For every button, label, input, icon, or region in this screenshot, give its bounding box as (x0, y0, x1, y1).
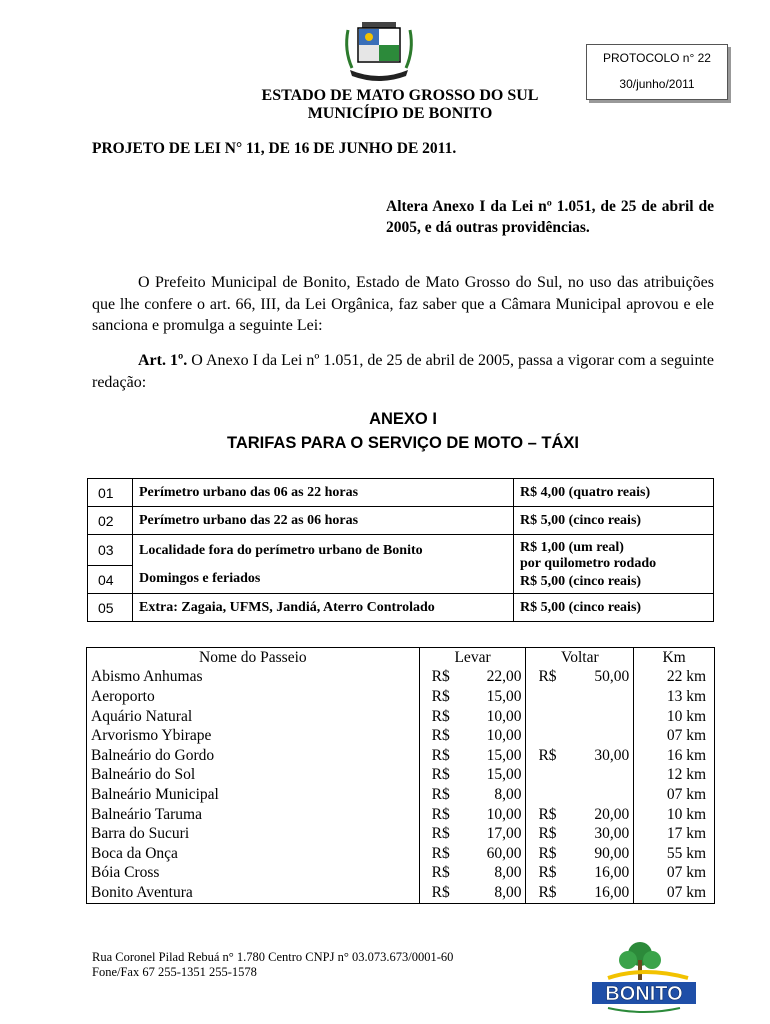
currency-symbol: R$ (431, 864, 450, 882)
tour-levar-price: 10,00 (486, 707, 522, 725)
tour-voltar-price: 90,00 (594, 844, 630, 862)
tour-name: Balneário do Gordo (87, 746, 420, 766)
currency-symbol: R$ (538, 883, 557, 901)
tour-voltar-cell (526, 726, 634, 746)
table-row (88, 479, 714, 507)
tour-name: Barra do Sucuri (87, 824, 420, 844)
ementa: Altera Anexo I da Lei nº 1.051, de 25 de abril de 2005, e dá outras providências. (386, 198, 714, 236)
protocol-number: PROTOCOLO n° 22 (603, 51, 711, 65)
table-row (87, 707, 715, 727)
col-header-voltar: Voltar (526, 648, 634, 668)
currency-symbol: R$ (431, 805, 450, 823)
tour-levar-cell (419, 824, 526, 844)
tour-voltar-price: 16,00 (594, 883, 630, 901)
tour-voltar-cell (526, 785, 634, 805)
tour-km: 16 km (666, 746, 706, 764)
tour-levar-cell (419, 883, 526, 903)
tariff-price: R$ 1,00 (um real) (520, 539, 624, 555)
tour-voltar-cell (526, 864, 634, 884)
tour-km: 17 km (666, 825, 706, 843)
currency-symbol: R$ (431, 825, 450, 843)
table-row (87, 844, 715, 864)
tour-km: 10 km (666, 707, 706, 725)
table-row (88, 535, 714, 594)
municipality-heading: MUNICÍPIO DE BONITO (307, 105, 493, 122)
tour-voltar-cell (526, 746, 634, 766)
tour-levar-price: 8,00 (494, 864, 522, 882)
currency-symbol: R$ (431, 746, 450, 764)
tour-levar-price: 10,00 (486, 805, 522, 823)
table-row (87, 766, 715, 786)
tour-km: 12 km (666, 766, 706, 784)
tariff-number: 04 (98, 571, 114, 588)
currency-symbol: R$ (431, 687, 450, 705)
table-row (88, 594, 714, 622)
table-header-row (87, 648, 715, 668)
tariff-description: Domingos e feriados (139, 571, 261, 586)
currency-symbol: R$ (538, 844, 557, 862)
tour-levar-cell (419, 687, 526, 707)
currency-symbol: R$ (431, 766, 450, 784)
table-row (87, 785, 715, 805)
tour-km-cell (634, 726, 715, 746)
project-title: PROJETO DE LEI N° 11, DE 16 DE JUNHO DE 2011. (92, 140, 457, 157)
tour-levar-cell (419, 766, 526, 786)
tariff-table (87, 478, 714, 622)
tour-km: 07 km (666, 727, 706, 745)
tour-voltar-price: 20,00 (594, 805, 630, 823)
col-header-levar: Levar (419, 648, 526, 668)
currency-symbol: R$ (538, 746, 557, 764)
tour-km-cell (634, 766, 715, 786)
tour-name: Balneário do Sol (87, 766, 420, 786)
annex-subtitle: TARIFAS PARA O SERVIÇO DE MOTO – TÁXI (226, 434, 580, 452)
col-header-name: Nome do Passeio (87, 648, 420, 668)
tours-table (86, 647, 715, 904)
currency-symbol: R$ (538, 668, 557, 686)
footer-phone-line: Fone/Fax 67 255-1351 255-1578 (92, 965, 257, 979)
tour-name: Balneário Municipal (87, 785, 420, 805)
tour-levar-price: 10,00 (486, 727, 522, 745)
tariff-number: 01 (88, 479, 133, 507)
tour-levar-cell (419, 864, 526, 884)
table-row (88, 507, 714, 535)
tour-name: Balneário Taruma (87, 805, 420, 825)
currency-symbol: R$ (431, 727, 450, 745)
tour-name: Aquário Natural (87, 707, 420, 727)
tour-km-cell (634, 844, 715, 864)
tariff-number: 03 (88, 535, 132, 566)
state-heading: ESTADO DE MATO GROSSO DO SUL (261, 87, 539, 104)
coat-of-arms-icon (340, 20, 418, 82)
table-row (87, 824, 715, 844)
logo-text: BONITO (605, 983, 683, 1005)
article-1-paragraph (92, 350, 714, 393)
table-row (87, 746, 715, 766)
tour-voltar-cell (526, 668, 634, 688)
tour-name: Bonito Aventura (87, 883, 420, 903)
tour-km-cell (634, 687, 715, 707)
annex-title: ANEXO I (369, 410, 437, 428)
bonito-logo-icon (588, 938, 700, 1016)
tariff-description-group (133, 535, 514, 594)
protocol-date: 30/junho/2011 (619, 77, 695, 91)
currency-symbol: R$ (431, 707, 450, 725)
tour-levar-cell (419, 785, 526, 805)
table-row (87, 883, 715, 903)
tour-levar-price: 60,00 (486, 844, 522, 862)
tour-km-cell (634, 668, 715, 688)
tour-levar-cell (419, 844, 526, 864)
tour-levar-cell (419, 726, 526, 746)
tariff-price: R$ 4,00 (quatro reais) (514, 479, 714, 507)
tariff-number: 05 (88, 594, 133, 622)
tour-voltar-cell (526, 824, 634, 844)
tour-km-cell (634, 824, 715, 844)
preamble-paragraph: O Prefeito Municipal de Bonito, Estado de Mato Grosso do Sul, no uso das atribuições que lhe confere o art. 66, III, da Lei Orgânica, faz saber que a Câmara Municipal aprovou e ele sanciona e promulga a seguinte Lei: (92, 274, 714, 334)
col-header-km: Km (634, 648, 715, 668)
tour-levar-cell (419, 707, 526, 727)
tour-name: Boca da Onça (87, 844, 420, 864)
tour-km: 13 km (666, 687, 706, 705)
currency-symbol: R$ (538, 825, 557, 843)
tariff-price: R$ 5,00 (cinco reais) (520, 573, 642, 589)
tariff-number-group (88, 535, 133, 594)
tour-voltar-price: 30,00 (594, 746, 630, 764)
tour-km: 22 km (666, 668, 706, 686)
tour-levar-cell (419, 746, 526, 766)
table-row (87, 864, 715, 884)
table-row (87, 805, 715, 825)
tariff-description: Extra: Zagaia, UFMS, Jandiá, Aterro Controlado (133, 594, 514, 622)
tour-levar-cell (419, 805, 526, 825)
tour-voltar-cell (526, 883, 634, 903)
tour-km-cell (634, 864, 715, 884)
tariff-price: R$ 5,00 (cinco reais) (514, 594, 714, 622)
tour-voltar-price: 16,00 (594, 864, 630, 882)
tariff-description: Perímetro urbano das 06 as 22 horas (133, 479, 514, 507)
protocol-stamp (586, 44, 728, 100)
currency-symbol: R$ (538, 805, 557, 823)
tariff-description: Localidade fora do perímetro urbano de Bonito (139, 542, 423, 558)
tour-name: Abismo Anhumas (87, 668, 420, 688)
tour-name: Arvorismo Ybirape (87, 726, 420, 746)
tour-levar-price: 8,00 (494, 785, 522, 803)
tour-voltar-cell (526, 844, 634, 864)
tariff-price: R$ 5,00 (cinco reais) (514, 507, 714, 535)
tour-voltar-price: 30,00 (594, 825, 630, 843)
tour-levar-price: 22,00 (486, 668, 522, 686)
tour-km-cell (634, 707, 715, 727)
tariff-description: Perímetro urbano das 22 as 06 horas (133, 507, 514, 535)
tour-levar-price: 15,00 (486, 746, 522, 764)
tour-levar-price: 15,00 (486, 766, 522, 784)
tour-km-cell (634, 785, 715, 805)
table-row (87, 726, 715, 746)
tour-km: 07 km (666, 883, 706, 901)
tour-km-cell (634, 805, 715, 825)
tour-name: Aeroporto (87, 687, 420, 707)
currency-symbol: R$ (431, 668, 450, 686)
article-1-label: Art. 1º. (138, 352, 188, 369)
tour-km: 07 km (666, 785, 706, 803)
tour-km: 10 km (666, 805, 706, 823)
currency-symbol: R$ (431, 785, 450, 803)
tour-levar-price: 17,00 (486, 825, 522, 843)
footer-address (92, 950, 453, 980)
tour-levar-price: 8,00 (494, 883, 522, 901)
tour-voltar-price: 50,00 (594, 668, 630, 686)
currency-symbol: R$ (431, 844, 450, 862)
currency-symbol: R$ (538, 864, 557, 882)
tariff-price-group (514, 535, 714, 594)
tour-voltar-cell (526, 707, 634, 727)
tour-km: 07 km (666, 864, 706, 882)
tour-voltar-cell (526, 805, 634, 825)
table-row (87, 668, 715, 688)
tour-km: 55 km (666, 844, 706, 862)
tariff-number: 02 (88, 507, 133, 535)
footer-address-line: Rua Coronel Pilad Rebuá n° 1.780 Centro CNPJ n° 03.073.673/0001-60 (92, 950, 454, 964)
tour-km-cell (634, 746, 715, 766)
table-row (87, 687, 715, 707)
currency-symbol: R$ (431, 883, 450, 901)
tour-name: Bóia Cross (87, 864, 420, 884)
tour-levar-cell (419, 668, 526, 688)
tour-km-cell (634, 883, 715, 903)
tour-voltar-cell (526, 766, 634, 786)
tour-voltar-cell (526, 687, 634, 707)
article-1-text: O Anexo I da Lei nº 1.051, de 25 de abril de 2005, passa a vigorar com a seguinte redação: (92, 352, 715, 391)
tariff-price-note: por quilometro rodado (520, 555, 657, 571)
tour-levar-price: 15,00 (486, 687, 522, 705)
